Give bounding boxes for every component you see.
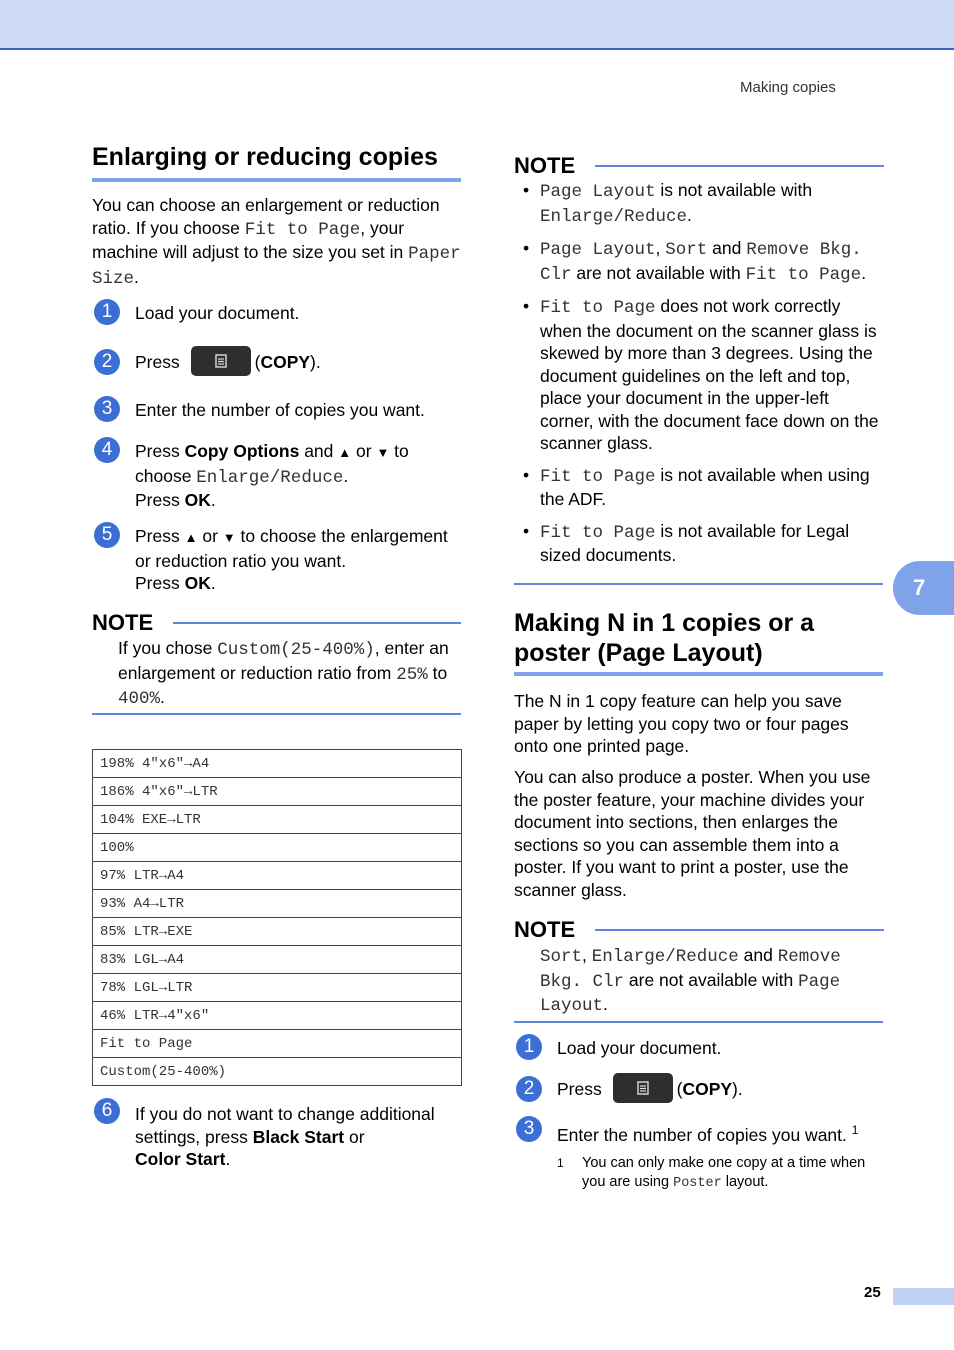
note-header [92,610,461,636]
ratio-cell: 85% LTR→EXE [93,918,462,946]
chapter-tab: 7 [893,561,954,615]
ratio-cell: 198% 4"x6"→A4 [93,750,462,778]
table-row [93,750,462,778]
ratio-cell: 93% A4→LTR [93,890,462,918]
ratio-cell: 78% LGL→LTR [93,974,462,1002]
title-rule [92,178,461,182]
note-item: • Page Layout is not available with Enlarge/Reduce. [523,180,813,227]
step-text: Press (COPY). [135,351,321,376]
step-number-badge: 1 [516,1034,542,1060]
note-item: • Fit to Page is not available when using the ADF. [523,464,870,509]
paragraph: You can also produce a poster. When you use the poster feature, your machine divides your document into sections, then enlarges the sections so you can assemble them into a poster. If you want to print a poster, use the scanner glass. [514,767,871,900]
table-row [93,890,462,918]
page-number: 25 [864,1284,881,1301]
table-row [93,1030,462,1058]
left-section-heading [92,142,461,182]
note-bottom-rule [514,1021,883,1023]
section-title-page-layout: Making N in 1 copies or a poster (Page Layout) [514,609,815,667]
step-3 [516,1116,858,1146]
step-text: Load your document. [557,1038,722,1058]
top-banner [0,0,954,50]
ratio-cell: 186% 4"x6"→LTR [93,778,462,806]
step-text: Load your document. [135,303,300,323]
step-number-badge: 3 [94,396,120,422]
step-5 [94,522,465,595]
step-number-badge: 6 [94,1098,120,1124]
page-footer-bar [893,1288,954,1305]
table-row [93,834,462,862]
table-row [93,918,462,946]
note-label: NOTE [92,610,154,635]
step-4 [94,437,455,512]
note-text: If you chose Custom(25-400%), enter an enlargement or reduction ratio from 25% to 400%. [118,638,449,709]
footnote-number: 1 [557,1156,564,1170]
table-row [93,946,462,974]
step-number-badge: 4 [94,437,120,463]
table-row [93,1002,462,1030]
step-2 [94,349,321,376]
table-row [93,778,462,806]
step-text: Press Copy Options and ▲ or ▼ to choose Enlarge/Reduce. Press OK. [135,441,409,510]
down-arrow-icon: ▼ [376,445,390,460]
ratio-cell: 83% LGL→A4 [93,946,462,974]
note-bottom-rule [514,583,883,585]
table-row [93,1058,462,1086]
up-arrow-icon: ▲ [338,445,352,460]
step-1 [516,1034,721,1060]
step-1 [94,299,299,325]
note-label: NOTE [514,153,576,178]
note-header [514,153,884,179]
ratio-cell: 46% LTR→4"x6" [93,1002,462,1030]
step-number-badge: 2 [516,1076,542,1102]
copy-icon [213,353,229,369]
note-label: NOTE [514,917,576,942]
note-line [595,929,884,931]
step-text: Enter the number of copies you want. [135,400,425,420]
ratio-cell: 104% EXE→LTR [93,806,462,834]
step-number-badge: 5 [94,522,120,548]
step-6 [94,1098,460,1171]
up-arrow-icon: ▲ [184,530,198,545]
step-text: Press ▲ or ▼ to choose the enlargement or reduction ratio you want. Press OK. [135,526,448,593]
right-section-heading [514,608,883,676]
step-text: Press (COPY). [557,1078,743,1103]
table-row [93,806,462,834]
footnote-text: You can only make one copy at a time when you are using Poster layout. [582,1155,866,1191]
step-3 [94,396,425,422]
intro-paragraph: You can choose an enlargement or reduction ratio. If you choose Fit to Page, your machine will adjust to the size you set in Paper Size. [92,195,461,289]
title-rule [514,672,883,676]
step-text: If you do not want to change additional settings, press Black Start or Color Start. [135,1104,435,1169]
step-number-badge: 3 [516,1116,542,1142]
note-header [514,917,884,943]
step-text: Enter the number of copies you want. $^1$ [557,1123,859,1145]
section-title-enlarge: Enlarging or reducing copies [92,143,438,171]
step-number-badge: 1 [94,299,120,325]
note-line [595,165,884,167]
footnote-ref: 1 [851,1123,859,1137]
down-arrow-icon: ▼ [222,530,236,545]
note-item: • Page Layout, Sort and Remove Bkg. Clr are not available with Fit to Page. [523,238,867,285]
table-row [93,862,462,890]
note-item: • Fit to Page does not work correctly when the document on the scanner glass is skewed by more than 3 degrees. Using the document guidelines on the left and top, place your document in the upper-left corner, with the document face down on the scanner glass. [523,296,879,453]
copy-icon [635,1080,651,1096]
paragraph: The N in 1 copy feature can help you save paper by letting you copy two or four pages onto one printed page. [514,691,849,756]
copy-button[interactable] [613,1073,673,1103]
ratio-cell: Custom(25-400%) [93,1058,462,1086]
copy-button[interactable] [191,346,251,376]
note-text: Sort, Enlarge/Reduce and Remove Bkg. Clr are not available with Page Layout. [540,945,841,1016]
note-item: • Fit to Page is not available for Legal sized documents. [523,520,850,565]
step-2 [516,1076,743,1103]
ratio-table [92,749,462,1086]
step-number-badge: 2 [94,349,120,375]
ratio-cell: 100% [93,834,462,862]
ratio-cell: 97% LTR→A4 [93,862,462,890]
running-header: Making copies [740,79,836,96]
ratio-cell: Fit to Page [93,1030,462,1058]
note-line [173,622,461,624]
note-list [514,179,884,576]
note-bottom-rule [92,713,461,715]
table-row [93,974,462,1002]
